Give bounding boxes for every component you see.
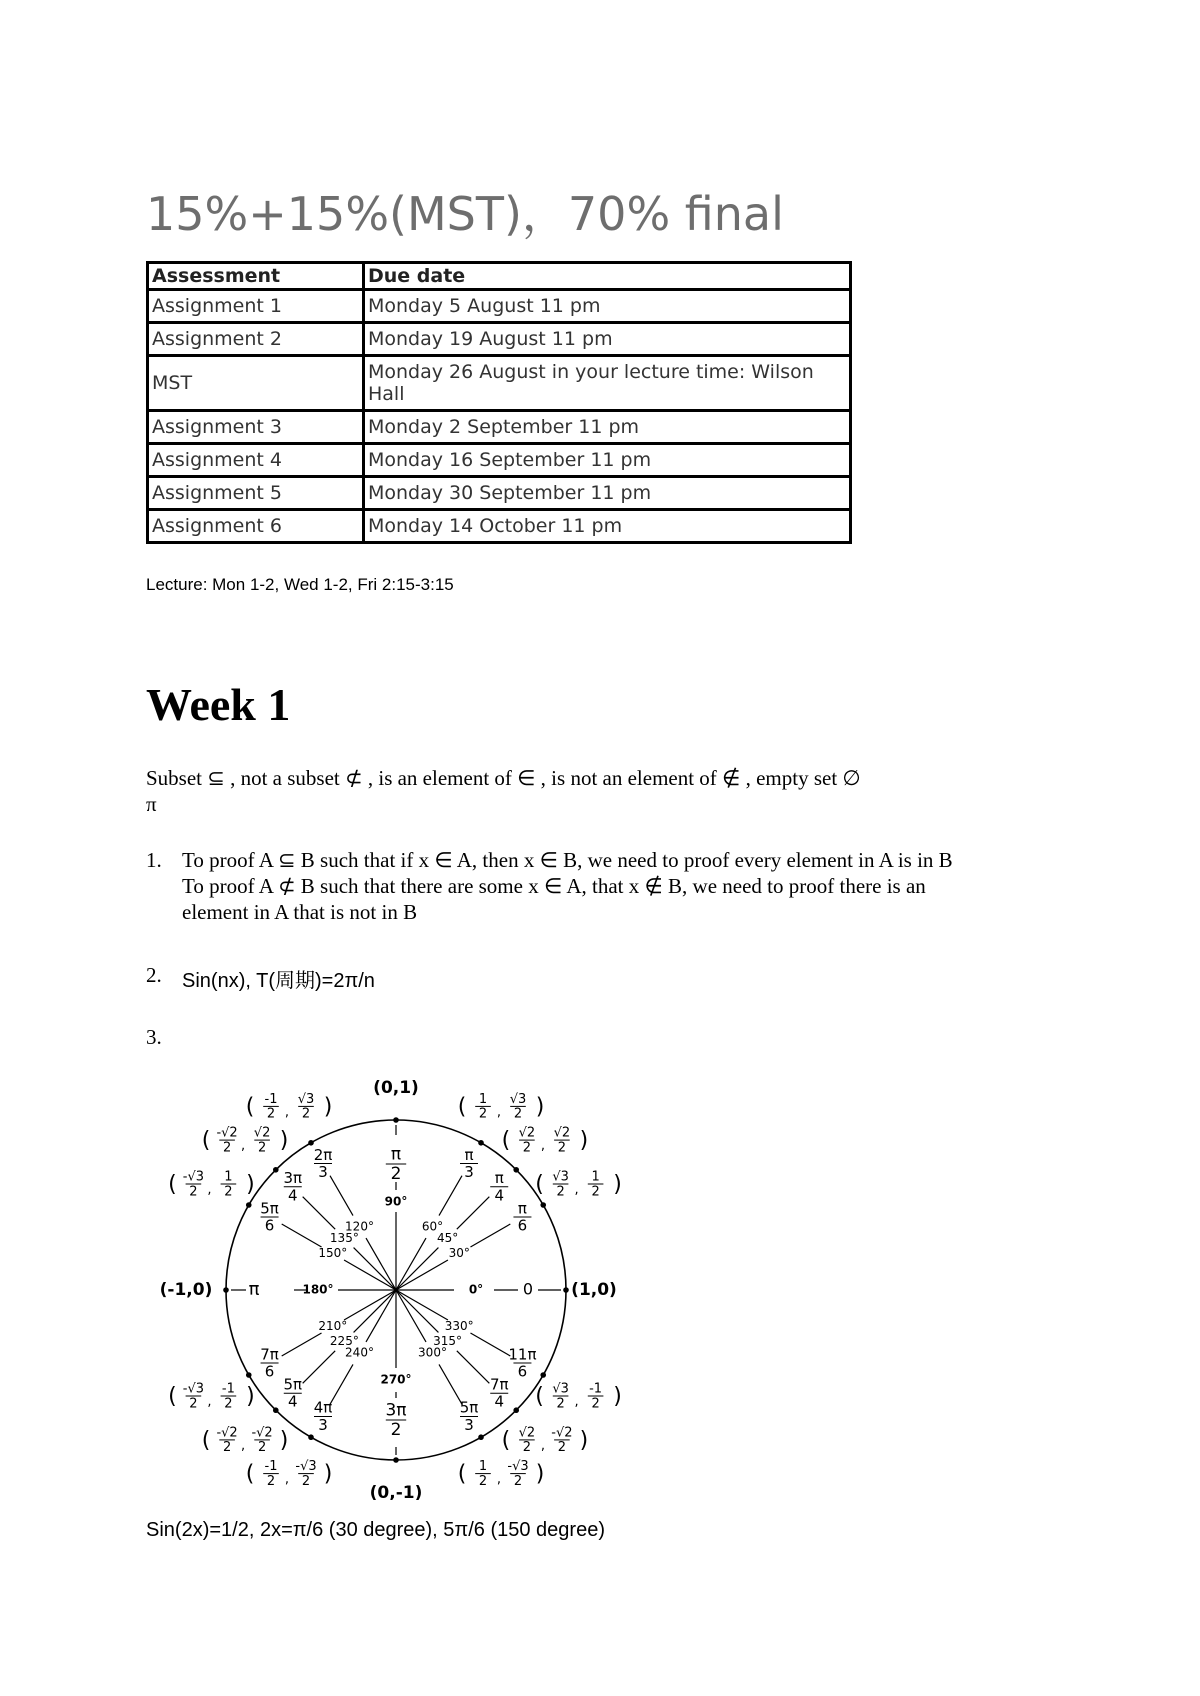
coordinate-120-close-paren: )	[323, 1094, 333, 1120]
coordinate-30-x-denominator: 2	[556, 1184, 565, 1200]
coordinate-300-close-paren: )	[535, 1461, 545, 1487]
axis-point-dot	[563, 1287, 569, 1293]
coordinate-45-y-denominator: 2	[557, 1140, 567, 1156]
angle-point-dot-225	[273, 1407, 279, 1413]
axis-point-dot	[393, 1457, 399, 1463]
coordinate-300-comma: ,	[496, 1472, 502, 1488]
coordinate-315-comma: ,	[540, 1438, 545, 1454]
radian-label-300-denominator: 3	[464, 1415, 474, 1434]
angle-point-dot-150	[246, 1202, 252, 1208]
coordinate-120-y-numerator: √3	[297, 1091, 315, 1107]
angle-label-30: 30°	[448, 1246, 470, 1260]
radian-label-225-denominator: 4	[287, 1392, 298, 1411]
due-date-cell: Monday 30 September 11 pm	[364, 477, 851, 510]
coordinate-240-x-denominator: 2	[266, 1473, 276, 1489]
angle-spoke-outer-240	[330, 1364, 353, 1404]
angle-label-180: 180°	[302, 1282, 334, 1297]
angle-spoke-outer-210	[282, 1333, 322, 1356]
angle-spoke-outer-300	[439, 1364, 462, 1404]
coordinate-225-x-denominator: 2	[222, 1440, 232, 1456]
coordinate-330-x-denominator: 2	[556, 1396, 565, 1412]
angle-spoke-outer-135	[303, 1197, 336, 1230]
coordinate-135-open-paren: (	[201, 1128, 211, 1154]
coordinate-135-close-paren: )	[279, 1128, 289, 1154]
angle-point-dot-210	[246, 1372, 252, 1378]
list-item-number: 2.	[146, 963, 162, 987]
list-item-line: To proof A ⊄ B such that there are some x ∈ A, that x ∉ B, we need to proof there is an	[182, 874, 926, 898]
angle-label-90: 90°	[384, 1194, 408, 1209]
radian-label-330-numerator: 11π	[508, 1345, 537, 1364]
angle-label-135: 135°	[329, 1230, 359, 1245]
table-row	[148, 444, 851, 477]
pi-line: π	[146, 792, 157, 816]
coordinate-240-comma: ,	[284, 1472, 290, 1488]
angle-spoke-outer-45	[457, 1197, 490, 1230]
coordinate-60-y-denominator: 2	[513, 1106, 523, 1122]
axis-coordinate-left: (-1,0)	[160, 1280, 213, 1300]
coordinate-330-y-denominator: 2	[591, 1396, 600, 1412]
axis-coordinate-right: (1,0)	[571, 1280, 617, 1300]
coordinate-225-x-numerator: -√2	[216, 1425, 238, 1441]
coordinate-60-comma: ,	[496, 1104, 502, 1120]
coordinate-330-open-paren: (	[535, 1384, 544, 1409]
coordinate-315-x-numerator: √2	[518, 1425, 536, 1441]
coordinate-330-y-numerator: -1	[589, 1381, 603, 1397]
list-item-line: Sin(nx), T(周期)=2π/n	[182, 970, 375, 992]
table-row	[148, 356, 851, 411]
coordinate-210-open-paren: (	[168, 1384, 177, 1409]
table-header-row	[148, 263, 851, 290]
coordinate-210-x-numerator: -√3	[182, 1381, 205, 1397]
angle-label-225: 225°	[329, 1334, 359, 1349]
coordinate-225-open-paren: (	[201, 1427, 211, 1453]
coordinate-240-y-numerator: -√3	[295, 1458, 317, 1474]
angle-point-dot-330	[540, 1372, 546, 1378]
radian-label-120-denominator: 3	[318, 1163, 328, 1182]
coordinate-30-open-paren: (	[535, 1172, 544, 1197]
axis-coordinate-top: (0,1)	[373, 1078, 419, 1098]
coordinate-210-close-paren: )	[246, 1384, 255, 1409]
radian-label-135-numerator: 3π	[283, 1169, 303, 1188]
lecture-times: Lecture: Mon 1-2, Wed 1-2, Fri 2:15-3:15	[146, 575, 454, 594]
column-header: Due date	[364, 263, 851, 290]
angle-point-dot-45	[513, 1167, 519, 1173]
assessment-cell: Assignment 3	[148, 411, 364, 444]
due-date-cell: Monday 2 September 11 pm	[364, 411, 851, 444]
list-item-number: 1.	[146, 848, 162, 872]
due-date-cell: Monday 19 August 11 pm	[364, 323, 851, 356]
coordinate-330-x-numerator: √3	[552, 1381, 569, 1397]
angle-spoke-outer-30	[470, 1224, 510, 1247]
unit-circle-labels	[160, 1078, 622, 1500]
coordinate-30-comma: ,	[574, 1182, 579, 1198]
radian-label-300-numerator: 5π	[459, 1398, 479, 1417]
coordinate-45-open-paren: (	[501, 1128, 511, 1154]
table-row	[148, 290, 851, 323]
coordinate-150-y-denominator: 2	[224, 1184, 233, 1200]
angle-label-60: 60°	[421, 1219, 444, 1234]
unit-circle-diagram	[160, 1070, 630, 1500]
radian-label-330-denominator: 6	[517, 1362, 528, 1381]
coordinate-330-close-paren: )	[613, 1384, 622, 1409]
axis-point-dot	[223, 1287, 229, 1293]
angle-label-0: 0°	[468, 1282, 484, 1297]
angle-spoke-outer-225	[303, 1351, 336, 1384]
radian-label-225-numerator: 5π	[283, 1375, 303, 1394]
coordinate-300-y-numerator: -√3	[507, 1458, 529, 1474]
coordinate-150-close-paren: )	[246, 1172, 255, 1197]
coordinate-30-y-numerator: 1	[591, 1169, 600, 1185]
coordinate-30-y-denominator: 2	[591, 1184, 600, 1200]
radian-label-45-numerator: π	[494, 1169, 504, 1188]
radian-label-60-denominator: 3	[464, 1163, 474, 1182]
angle-spoke-outer-330	[470, 1333, 510, 1356]
coordinate-330-comma: ,	[574, 1394, 579, 1410]
coordinate-225-close-paren: )	[279, 1427, 289, 1453]
coordinate-210-y-denominator: 2	[224, 1396, 233, 1412]
coordinate-120-x-denominator: 2	[266, 1106, 276, 1122]
coordinate-30-x-numerator: √3	[552, 1169, 569, 1185]
radian-label-270-denominator: 2	[390, 1420, 402, 1441]
coordinate-150-x-denominator: 2	[189, 1184, 198, 1200]
radian-label-240-numerator: 4π	[313, 1398, 333, 1417]
coordinate-45-y-numerator: √2	[553, 1125, 571, 1141]
angle-spoke-outer-150	[282, 1224, 322, 1247]
angle-label-315: 315°	[433, 1334, 463, 1349]
coordinate-240-close-paren: )	[323, 1461, 333, 1487]
coordinate-315-y-numerator: -√2	[551, 1425, 573, 1441]
coordinate-315-close-paren: )	[579, 1427, 589, 1453]
angle-point-dot-315	[513, 1407, 519, 1413]
coordinate-135-x-denominator: 2	[222, 1140, 232, 1156]
angle-label-120: 120°	[345, 1219, 374, 1234]
radian-label-240-denominator: 3	[318, 1415, 328, 1434]
axis-point-dot	[393, 1117, 399, 1123]
radian-label-210-denominator: 6	[264, 1362, 275, 1381]
coordinate-120-y-denominator: 2	[301, 1106, 311, 1122]
symbols-line: Subset ⊆ , not a subset ⊄ , is an element of ∈ , is not an element of ∉ , empty set ∅	[146, 766, 861, 790]
axis-coordinate-bottom: (0,-1)	[369, 1483, 423, 1500]
coordinate-120-x-numerator: -1	[264, 1091, 278, 1107]
angle-point-dot-30	[540, 1202, 546, 1208]
radian-label-210-numerator: 7π	[260, 1345, 279, 1364]
coordinate-240-open-paren: (	[245, 1461, 255, 1487]
radian-label-0: 0	[522, 1279, 534, 1299]
table-row	[148, 411, 851, 444]
coordinate-240-x-numerator: -1	[264, 1458, 278, 1474]
assessment-cell: MST	[148, 356, 364, 411]
angle-label-240: 240°	[345, 1345, 374, 1360]
list-item-number: 3.	[146, 1025, 162, 1049]
table-row	[148, 323, 851, 356]
angle-label-210: 210°	[318, 1319, 348, 1333]
radian-label-60-numerator: π	[464, 1145, 474, 1164]
coordinate-135-y-denominator: 2	[257, 1140, 267, 1156]
assessment-cell: Assignment 1	[148, 290, 364, 323]
coordinate-240-y-denominator: 2	[301, 1473, 311, 1489]
radian-label-120-numerator: 2π	[313, 1145, 333, 1164]
coordinate-45-comma: ,	[540, 1138, 545, 1154]
angle-point-dot-135	[273, 1167, 279, 1173]
coordinate-225-y-denominator: 2	[257, 1440, 267, 1456]
radian-label-270-numerator: 3π	[385, 1400, 407, 1421]
coordinate-150-x-numerator: -√3	[182, 1169, 205, 1185]
coordinate-135-comma: ,	[241, 1138, 246, 1154]
coordinate-60-open-paren: (	[457, 1094, 467, 1120]
coordinate-135-x-numerator: -√2	[216, 1125, 238, 1141]
list-item-line: element in A that is not in B	[182, 900, 418, 924]
radian-label-90-numerator: π	[390, 1144, 402, 1165]
week-heading: Week 1	[146, 679, 291, 730]
due-date-cell: Monday 16 September 11 pm	[364, 444, 851, 477]
coordinate-315-open-paren: (	[501, 1427, 511, 1453]
radian-label-90-denominator: 2	[390, 1164, 402, 1185]
table-row	[148, 477, 851, 510]
radian-label-30-denominator: 6	[517, 1216, 528, 1235]
coordinate-60-close-paren: )	[535, 1094, 545, 1120]
radian-label-150-numerator: 5π	[260, 1199, 279, 1218]
coordinate-45-close-paren: )	[579, 1128, 589, 1154]
coordinate-60-y-numerator: √3	[509, 1091, 527, 1107]
coordinate-135-y-numerator: √2	[253, 1125, 271, 1141]
angle-label-270: 270°	[380, 1372, 412, 1387]
column-header: Assessment	[148, 263, 364, 290]
list-item-line: To proof A ⊆ B such that if x ∈ A, then x ∈ B, we need to proof every element in A is in B	[182, 848, 953, 872]
due-date-cell: Monday 5 August 11 pm	[364, 290, 851, 323]
page-title: 15%+15%(MST)，70% final	[146, 187, 784, 241]
angle-spoke-outer-120	[330, 1176, 353, 1216]
coordinate-225-comma: ,	[241, 1438, 246, 1454]
coordinate-300-x-denominator: 2	[478, 1473, 488, 1489]
radian-label-45-denominator: 4	[494, 1186, 505, 1205]
assessment-cell: Assignment 4	[148, 444, 364, 477]
coordinate-45-x-numerator: √2	[518, 1125, 536, 1141]
coordinate-225-y-numerator: -√2	[251, 1425, 273, 1441]
radian-label-30-numerator: π	[517, 1199, 527, 1218]
coordinate-300-x-numerator: 1	[478, 1458, 488, 1474]
angle-point-dot-60	[478, 1140, 484, 1146]
coordinate-315-x-denominator: 2	[522, 1440, 532, 1456]
radian-label-180: π	[248, 1279, 260, 1300]
assessment-table	[146, 261, 852, 544]
radian-label-315-numerator: 7π	[489, 1375, 509, 1394]
coordinate-60-x-denominator: 2	[478, 1106, 488, 1122]
table-row	[148, 510, 851, 543]
radian-label-135-denominator: 4	[287, 1186, 298, 1205]
coordinate-300-open-paren: (	[457, 1461, 467, 1487]
assessment-cell: Assignment 5	[148, 477, 364, 510]
due-date-cell: Monday 14 October 11 pm	[364, 510, 851, 543]
coordinate-45-x-denominator: 2	[522, 1140, 532, 1156]
coordinate-120-open-paren: (	[245, 1094, 255, 1120]
angle-label-45: 45°	[436, 1230, 459, 1245]
coordinate-120-comma: ,	[284, 1104, 290, 1120]
coordinate-60-x-numerator: 1	[478, 1091, 488, 1107]
angle-spoke-outer-315	[457, 1351, 490, 1384]
coordinate-210-x-denominator: 2	[189, 1396, 198, 1412]
coordinate-315-y-denominator: 2	[557, 1440, 567, 1456]
angle-point-dot-120	[308, 1140, 314, 1146]
radian-label-150-denominator: 6	[264, 1216, 275, 1235]
coordinate-150-comma: ,	[207, 1182, 212, 1198]
coordinate-210-comma: ,	[207, 1394, 212, 1410]
assessment-cell: Assignment 6	[148, 510, 364, 543]
angle-point-dot-300	[478, 1434, 484, 1440]
coordinate-210-y-numerator: -1	[221, 1381, 235, 1397]
coordinate-150-y-numerator: 1	[224, 1169, 233, 1185]
angle-label-150: 150°	[318, 1246, 348, 1260]
assessment-cell: Assignment 2	[148, 323, 364, 356]
radian-label-315-denominator: 4	[494, 1392, 505, 1411]
angle-spoke-outer-60	[439, 1176, 462, 1216]
coordinate-30-close-paren: )	[613, 1172, 622, 1197]
coordinate-150-open-paren: (	[168, 1172, 177, 1197]
due-date-cell: Monday 26 August in your lecture time: Wilson Hall	[364, 356, 851, 411]
coordinate-300-y-denominator: 2	[513, 1473, 523, 1489]
angle-label-300: 300°	[418, 1345, 447, 1360]
angle-point-dot-240	[308, 1434, 314, 1440]
angle-label-330: 330°	[444, 1319, 474, 1333]
sin-equation-line: Sin(2x)=1/2, 2x=π/6 (30 degree), 5π/6 (150 degree)	[146, 1519, 605, 1541]
